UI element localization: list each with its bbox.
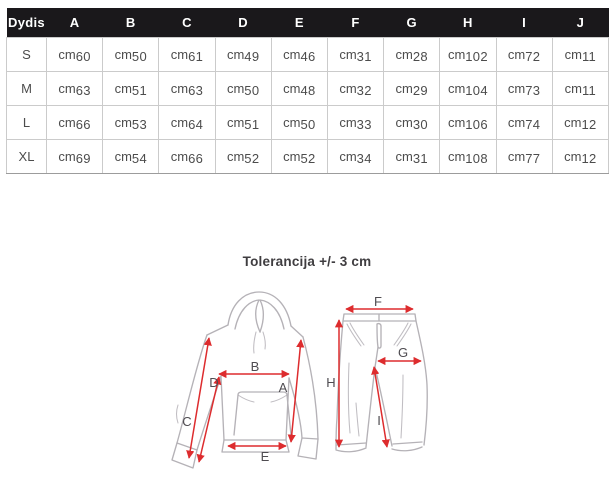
row-label-s: S — [7, 37, 47, 71]
cell-m-j: cm11 — [552, 71, 608, 105]
cell-l-h: cm106 — [440, 105, 496, 139]
cell-m-e: cm48 — [271, 71, 327, 105]
cell-xl-f: cm34 — [327, 139, 383, 173]
table-row-l — [7, 105, 609, 139]
column-header-j: J — [552, 8, 608, 37]
label-a: A — [278, 380, 288, 395]
cell-s-j: cm11 — [552, 37, 608, 71]
row-label-xl: XL — [7, 139, 47, 173]
table-header-row — [7, 8, 609, 37]
cell-xl-b: cm54 — [103, 139, 159, 173]
cell-xl-c: cm66 — [159, 139, 215, 173]
table-row-xl — [7, 139, 609, 173]
label-f: F — [374, 294, 382, 309]
pants-drawing — [336, 314, 427, 452]
cell-s-i: cm72 — [496, 37, 552, 71]
arrow-sleeve-outer — [189, 338, 209, 458]
column-header-f: F — [327, 8, 383, 37]
cell-m-d: cm50 — [215, 71, 271, 105]
cell-l-e: cm50 — [271, 105, 327, 139]
table-row-s — [7, 37, 609, 71]
cell-xl-e: cm52 — [271, 139, 327, 173]
hoodie-measure-arrows — [189, 338, 301, 462]
tolerance-note: Tolerancija +/- 3 cm — [242, 254, 372, 269]
column-header-h: H — [440, 8, 496, 37]
label-i: I — [377, 413, 381, 428]
cell-l-b: cm53 — [103, 105, 159, 139]
column-header-d: D — [215, 8, 271, 37]
column-header-c: C — [159, 8, 215, 37]
cell-l-j: cm12 — [552, 105, 608, 139]
cell-m-c: cm63 — [159, 71, 215, 105]
cell-l-a: cm66 — [47, 105, 103, 139]
arrow-i-inseam — [374, 367, 387, 447]
cell-xl-i: cm77 — [496, 139, 552, 173]
cell-m-h: cm104 — [440, 71, 496, 105]
label-c: C — [182, 414, 192, 429]
cell-l-d: cm51 — [215, 105, 271, 139]
cell-xl-j: cm12 — [552, 139, 608, 173]
row-label-m: M — [7, 71, 47, 105]
label-g: G — [397, 345, 409, 360]
cell-s-h: cm102 — [440, 37, 496, 71]
label-h: H — [326, 375, 336, 390]
row-label-l: L — [7, 105, 47, 139]
cell-m-b: cm51 — [103, 71, 159, 105]
cell-s-e: cm46 — [271, 37, 327, 71]
label-e: E — [260, 449, 270, 464]
label-b: B — [250, 359, 260, 374]
cell-xl-a: cm69 — [47, 139, 103, 173]
column-header-g: G — [384, 8, 440, 37]
measurement-diagram — [150, 283, 485, 482]
cell-m-i: cm73 — [496, 71, 552, 105]
column-header-e: E — [271, 8, 327, 37]
cell-xl-h: cm108 — [440, 139, 496, 173]
cell-l-f: cm33 — [327, 105, 383, 139]
cell-xl-d: cm52 — [215, 139, 271, 173]
column-header-dydis: Dydis — [7, 8, 47, 37]
cell-s-d: cm49 — [215, 37, 271, 71]
cell-s-f: cm31 — [327, 37, 383, 71]
cell-m-f: cm32 — [327, 71, 383, 105]
cell-s-g: cm28 — [384, 37, 440, 71]
cell-s-b: cm50 — [103, 37, 159, 71]
cell-s-a: cm60 — [47, 37, 103, 71]
size-table — [6, 8, 609, 174]
cell-l-i: cm74 — [496, 105, 552, 139]
table-row-m — [7, 71, 609, 105]
column-header-a: A — [47, 8, 103, 37]
cell-l-c: cm64 — [159, 105, 215, 139]
column-header-i: I — [496, 8, 552, 37]
cell-m-g: cm29 — [384, 71, 440, 105]
label-d: D — [209, 375, 219, 390]
hoodie-drawing — [172, 292, 318, 468]
cell-xl-g: cm31 — [384, 139, 440, 173]
column-header-b: B — [103, 8, 159, 37]
cell-s-c: cm61 — [159, 37, 215, 71]
cell-m-a: cm63 — [47, 71, 103, 105]
cell-l-g: cm30 — [384, 105, 440, 139]
